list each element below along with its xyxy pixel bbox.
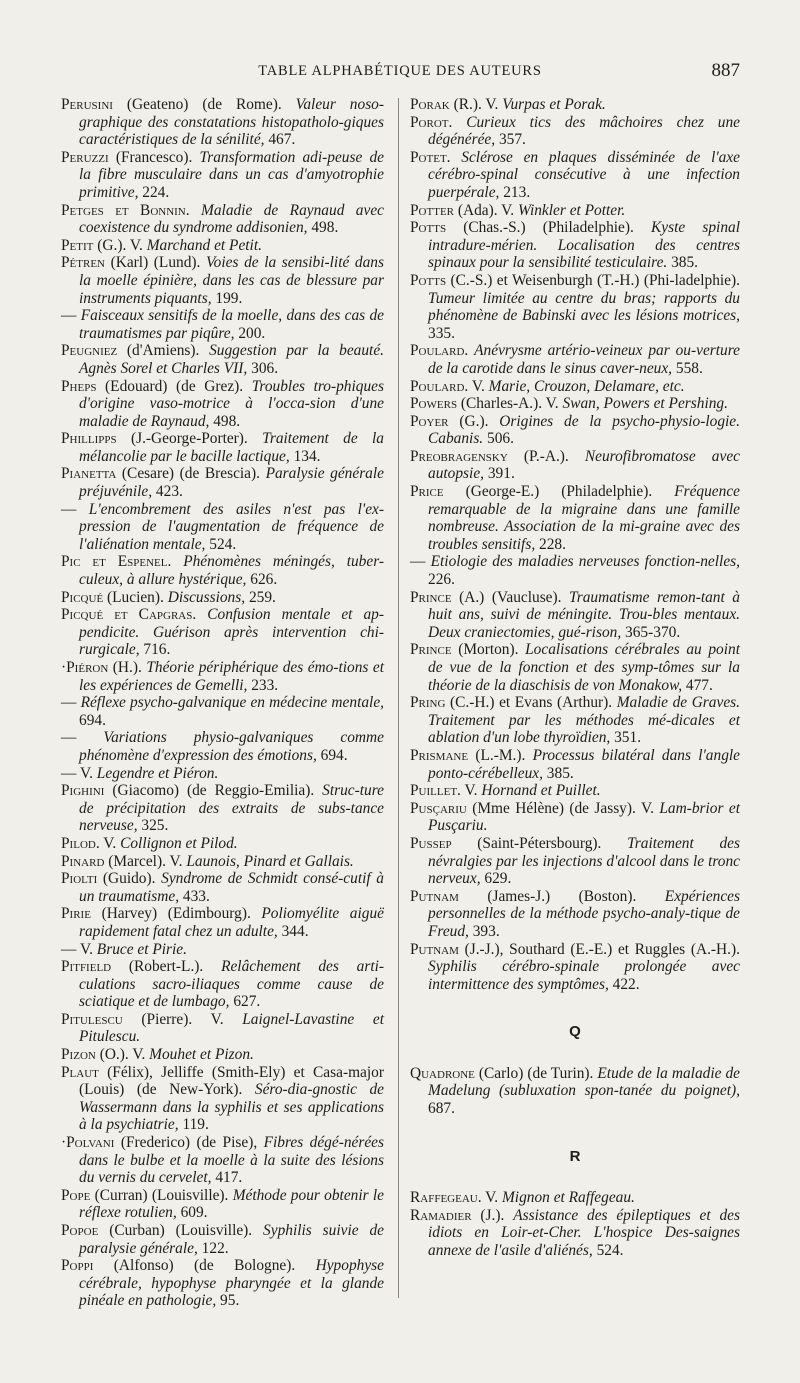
entry-author: Price (410, 483, 444, 501)
entry-details: (George-E.) (Philadelphie). (443, 483, 675, 501)
entry-details: — V. (61, 940, 97, 958)
entry-details: (Edouard) (de Grez). (96, 377, 252, 395)
entry-page-ref: 365-370. (621, 623, 681, 641)
page-number: 887 (711, 60, 740, 81)
index-entry (410, 747, 740, 782)
entry-author: Porot. (410, 113, 453, 131)
entry-author: Porak (410, 96, 450, 113)
entry-details: (G.). V. (93, 236, 147, 254)
entry-details: — (61, 729, 104, 747)
index-entry (61, 202, 384, 237)
entry-author: Pring (410, 694, 446, 712)
entry-page-ref: 477. (682, 676, 713, 694)
entry-details: — (61, 307, 81, 325)
entry-page-ref: 233. (247, 676, 279, 694)
entry-author: Pussep (410, 834, 452, 852)
entry-details: (C.-H.) et Evans (Arthur). (445, 694, 617, 712)
index-entry (410, 641, 740, 694)
entry-details (451, 149, 462, 166)
index-entry (61, 96, 384, 149)
entry-details: (Ada). V. (454, 201, 518, 219)
index-entry (410, 219, 740, 272)
entry-title: Collignon et Pilod. (120, 834, 238, 852)
entry-title: Phénomènes méningés, tuber-culeux, à allure hystérique, (79, 553, 384, 589)
entry-title: Fibres dégé-nérées dans le bulbe et la moelle à la suite des lésions du vernis du cervelet, (79, 1134, 384, 1187)
index-entry (410, 378, 740, 396)
entry-page-ref: 627. (229, 993, 261, 1011)
entry-details (171, 553, 183, 570)
entry-page-ref: 134. (289, 447, 321, 465)
entry-author: Perusini (61, 96, 113, 113)
entry-title: Swan, Powers et Pershing. (562, 395, 728, 413)
entry-details: V. (460, 782, 482, 800)
entry-title: Poliomyélite aiguë rapidement fatal chez un adulte, (79, 905, 384, 940)
index-entry (410, 96, 740, 114)
index-entry (61, 342, 384, 377)
section-letter-r: R (569, 1147, 581, 1165)
entry-page-ref: 228. (535, 535, 566, 553)
entry-author: Pusçariu (410, 799, 467, 817)
entry-details: (A.) (Vaucluse). (451, 588, 570, 606)
entry-author: Popoe (61, 1222, 99, 1239)
entry-title: L'encombrement des asiles n'est pas l'ex-pression de l'augmentation de fréquence de l'aliénation mentale, (79, 500, 384, 553)
index-entry (410, 888, 740, 941)
entry-title: Winkler et Potter. (517, 201, 626, 219)
index-entry (410, 800, 740, 835)
entry-title: Paralysie générale préjuvénile, (79, 465, 384, 501)
entry-details: (J.). (471, 1206, 514, 1224)
index-entry (410, 1065, 740, 1118)
entry-title: Suggestion par la beauté. Agnès Sorel et Charles VII, (79, 342, 385, 377)
section-letter-q: Q (569, 1023, 581, 1041)
entry-page-ref: 498. (209, 412, 241, 430)
entry-details: (Curran) (Louisville). (90, 1186, 233, 1204)
entry-details: (Guido). (97, 870, 162, 888)
entry-author: Prince (410, 588, 452, 606)
entry-page-ref: 626. (246, 571, 278, 589)
index-entry (61, 1134, 384, 1187)
entry-author: Poulard. (410, 377, 469, 395)
entry-author: Pope (61, 1186, 91, 1204)
index-entry (410, 1207, 740, 1260)
entry-page-ref: 200. (234, 324, 266, 342)
entry-details: (Chas.-S.) (Philadelphie). (446, 219, 652, 237)
entry-title: Laignel-Lavastine et Pitulescu. (79, 1010, 384, 1046)
entry-page-ref: 344. (277, 922, 309, 940)
index-entry (410, 202, 740, 220)
entry-title: Variations physio-galvaniques comme phénomène d'expression des émotions, (79, 729, 384, 764)
entry-page-ref: 417. (211, 1169, 243, 1187)
entry-details: (Alfonso) (de Bologne). (93, 1257, 316, 1275)
entry-author: Pianetta (61, 465, 117, 483)
entry-page-ref: 694. (79, 711, 106, 729)
entry-title: Marie, Crouzon, Delamare, etc. (488, 377, 685, 395)
entry-author: Peugniez (61, 342, 118, 360)
entry-author: Pilod. (61, 834, 100, 852)
entry-title: Traitement des névralgies par les injections d'alcool dans le tronc nerveux, (428, 834, 740, 888)
entry-page-ref: 467. (264, 131, 296, 149)
index-entry (61, 1222, 384, 1257)
index-entry (61, 553, 384, 588)
entry-title: Hornand et Puillet. (481, 782, 601, 800)
entry-title: Séro-dia-gnostic de Wassermann dans la syphilis et ses applications à la psychiatrie, (79, 1081, 385, 1134)
index-entry (61, 378, 384, 431)
entry-page-ref: 423. (152, 483, 183, 501)
entry-details: (C.-S.) et Weisenburgh (T.-H.) (Phi-ladelphie). (446, 271, 740, 289)
entry-author: Raffegeau. (410, 1189, 482, 1207)
entry-author: Prince (410, 641, 452, 659)
entry-page-ref: 433. (179, 887, 210, 905)
entry-page-ref: 385. (667, 254, 699, 272)
entry-details: — (61, 500, 89, 518)
index-entry (61, 941, 384, 959)
entry-page-ref: 694. (316, 746, 348, 764)
entry-details: (Carlo) (de Turin). (474, 1064, 598, 1082)
index-entry (61, 501, 384, 554)
entry-title: Hypophyse cérébrale, hypophyse pharyngée et la glande pinéale en pathologie, (79, 1257, 384, 1310)
entry-author: Plaut (61, 1063, 99, 1081)
entry-author: Potts (410, 219, 447, 237)
entry-author: Prismane (410, 746, 469, 764)
entry-details: (Harvey) (Edimbourg). (90, 905, 262, 923)
entry-title: Réflexe psycho-galvanique en médecine mentale, (80, 694, 384, 712)
entry-author: Poulard. (410, 342, 469, 360)
entry-author: Pirie (61, 905, 91, 923)
index-entry (410, 342, 740, 377)
entry-title: Transformation adi-peuse de la fibre musculaire dans un cas d'amyotrophie primitive, (79, 148, 384, 201)
entry-author: Poppi (61, 1257, 94, 1275)
entry-details: (R.). V. (449, 96, 503, 113)
index-entry (61, 237, 384, 255)
index-entry (61, 1187, 384, 1222)
entry-title: Etude de la maladie de Madelung (subluxation spon-tanée du poignet), (428, 1064, 740, 1100)
index-entry (61, 659, 384, 694)
entry-title: Méthode pour obtenir le réflexe rotulien, (79, 1186, 385, 1222)
entry-author: ·Piéron (61, 659, 109, 676)
index-entry (410, 941, 740, 994)
entry-details: (J.-J.), Southard (E.-E.) et Ruggles (A.-H.). (458, 940, 740, 958)
entry-title: Marchand et Petit. (146, 236, 262, 254)
entry-page-ref: 325. (137, 817, 169, 835)
entry-page-ref: 357. (495, 131, 526, 149)
entry-title: Traumatisme remon-tant à huit ans, suivi de méningite. Trou-bles mentaux. Deux craniectomies, gué-rison, (428, 588, 740, 641)
entry-details: (Karl) (Lund). (105, 254, 206, 272)
entry-author: Pitfield (61, 958, 112, 976)
entry-title: Expériences personnelles de la méthode psycho-analy-tique de Freud, (428, 887, 740, 940)
entry-details: (H.). (108, 659, 147, 676)
entry-details (190, 202, 201, 219)
entry-details: (Geateno) (de Rome). (112, 96, 296, 113)
entry-title: Anévrysme artério-veineux par ou-verture de la carotide dans le sinus caver-neux, (428, 342, 740, 377)
entry-page-ref: 385. (542, 764, 574, 782)
entry-details: (Frederico) (de Pise), (114, 1134, 264, 1152)
entry-page-ref: 199. (211, 289, 243, 307)
entry-title: Origines de la psycho-physio-logie. Cabanis. (428, 412, 740, 448)
entry-details: (Marcel). V. (104, 852, 187, 870)
entry-page-ref: 393. (468, 922, 500, 940)
index-entry (410, 114, 740, 149)
entry-title: Discussions, (167, 588, 246, 606)
entry-details: V. (99, 834, 121, 852)
entry-author: Powers (410, 395, 458, 413)
entry-details: V. (481, 1189, 502, 1207)
entry-author: Pheps (61, 377, 97, 395)
index-entry (61, 853, 384, 871)
entry-title: Tumeur limitée au centre du bras; rapports du phénomène de Babinski avec les lésions motrices, (428, 289, 740, 325)
index-entry (410, 1189, 740, 1207)
entry-details: — V. (61, 764, 97, 782)
entry-page-ref: 629. (480, 870, 512, 888)
entry-title: Curieux tics des mâchoires chez une dégénérée, (428, 113, 740, 149)
entry-author: Pizon (61, 1046, 96, 1064)
index-entry (410, 272, 740, 342)
entry-title: Struc-ture de précipitation des extraits de subs-tance nerveuse, (79, 782, 384, 835)
index-entry (61, 589, 384, 607)
entry-author: Pighini (61, 782, 105, 800)
entry-author: Putnam (410, 940, 459, 958)
entry-details: (James-J.) (Boston). (458, 887, 665, 905)
entry-author: Preobragensky (410, 447, 508, 465)
entry-details: (J.-George-Porter). (116, 430, 263, 448)
entry-title: Syphilis suivie de paralysie générale, (79, 1222, 384, 1257)
entry-page-ref: 506. (483, 430, 514, 448)
entry-page-ref: 716. (139, 641, 171, 659)
index-entry (410, 448, 740, 483)
index-entry (61, 835, 384, 853)
entry-page-ref: 306. (247, 359, 279, 377)
entry-title: Assistance des épileptiques et des idiots en Loir-et-Cher. L'hospice Des-saignes annexe de l'asile d'aliénés, (428, 1206, 740, 1260)
entry-details: (Francesco). (108, 148, 200, 166)
entry-author: Ramadier (410, 1206, 472, 1224)
index-entry (61, 1046, 384, 1064)
entry-details (452, 114, 466, 131)
entry-details: (d'Amiens). (117, 342, 210, 360)
entry-title: Maladie de Graves. Traitement par les méthodes mé-dicales et ablation d'un lobe thyroïdien, (428, 694, 740, 747)
entry-author: Potts (410, 271, 447, 289)
entry-author: Pitulescu (61, 1010, 123, 1028)
entry-page-ref: 95. (216, 1292, 240, 1310)
entry-author: Piolti (61, 870, 98, 888)
index-entry (61, 1064, 384, 1134)
entry-title: Localisations cérébrales au point de vue de la fonction et des symp-tômes sur la théorie de la diaschisis de von Monakow, (428, 641, 740, 694)
entry-page-ref: 122. (197, 1239, 229, 1257)
entry-details: (Saint-Pétersbourg). (451, 834, 628, 852)
index-entry (410, 395, 740, 413)
entry-author: Putnam (410, 887, 459, 905)
entry-page-ref: 226. (428, 571, 455, 589)
index-entry (61, 782, 384, 835)
entry-title: Processus bilatéral dans l'angle ponto-cérébelleux, (428, 746, 740, 782)
entry-page-ref: 609. (176, 1204, 208, 1222)
index-entry (61, 905, 384, 940)
entry-details: (L.-M.). (468, 746, 533, 764)
index-entry (61, 870, 384, 905)
index-entry (410, 553, 740, 588)
entry-page-ref: 422. (608, 975, 640, 993)
entry-title: Relâchement des arti-culations sacro-iliaques comme cause de sciatique et de lumbago, (79, 958, 384, 1011)
entry-title: Mignon et Raffegeau. (501, 1189, 635, 1207)
entry-details: (Félix), Jelliffe (Smith-Ely) et Casa-major (Louis) (de New-York). (79, 1063, 384, 1099)
index-entry (61, 307, 384, 342)
entry-author: Peruzzi (61, 148, 109, 166)
entry-page-ref: 558. (672, 359, 703, 377)
index-entry (410, 483, 740, 553)
entry-title: Troubles tro-phiques d'origine vaso-motrice à l'occa-sion d'une maladie de Raynaud, (79, 377, 384, 430)
entry-details: — (61, 694, 81, 712)
entry-page-ref: 213. (499, 183, 531, 201)
entry-author: ·Polvani (61, 1134, 115, 1152)
entry-author: Quadrone (410, 1064, 475, 1082)
entry-title: Confusion mentale et ap-pendicite. Guérison après intervention chi-rurgicale, (79, 606, 384, 659)
right-column (410, 96, 740, 1260)
entry-author: Pinard (61, 852, 105, 870)
entry-details: (G.). (448, 412, 500, 430)
entry-title: Lam-brior et Pusçariu. (428, 799, 740, 835)
entry-details: (Cesare) (de Brescia). (116, 465, 266, 483)
index-entry (410, 782, 740, 800)
entry-title: Valeur noso-graphique des constatations histopatholo-giques caractéristiques de la sénilité, (79, 96, 385, 149)
index-entry (61, 958, 384, 1011)
entry-title: Théorie périphérique des émo-tions et les expériences de Gemelli, (79, 659, 384, 694)
running-head (60, 60, 740, 84)
entry-title: Sclérose en plaques disséminée de l'axe cérébro-spinal consécutive à une infection puerpérale, (428, 148, 740, 201)
right-column-entries (410, 96, 740, 993)
entry-author: Picqué (61, 588, 104, 606)
index-entry (410, 694, 740, 747)
entry-author: Petit (61, 236, 94, 254)
entry-details (196, 606, 207, 623)
entry-details: — (410, 553, 431, 571)
entry-title: Fréquence remarquable de la migraine dans une famille nombreuse. Association de la mi-graine avec des troubles sensitifs, (428, 483, 740, 553)
column-divider (398, 98, 399, 1298)
entry-details: (Mme Hélène) (de Jassy). V. (466, 799, 660, 817)
index-entry (410, 835, 740, 888)
index-entry (410, 149, 740, 202)
entry-title: Legendre et Piéron. (96, 764, 219, 782)
entry-page-ref: 119. (178, 1116, 209, 1134)
entry-page-ref: 687. (428, 1100, 455, 1118)
entry-page-ref: 498. (307, 219, 339, 237)
entry-author: Puillet. (410, 782, 461, 800)
entry-page-ref: 524. (592, 1242, 624, 1260)
entry-author: Picqué et Capgras. (61, 606, 197, 624)
index-entry (410, 413, 740, 448)
entry-title: Maladie de Raynaud avec coexistence du syndrome addisonien, (79, 201, 384, 237)
entry-title: Etiologie des maladies nerveuses fonction-nelles, (430, 553, 740, 571)
entry-details: (Curban) (Louisville). (98, 1222, 264, 1239)
entry-details: (Pierre). V. (122, 1010, 243, 1028)
index-entry (61, 254, 384, 307)
index-entry (410, 589, 740, 642)
entry-details: (Robert-L.). (111, 958, 222, 976)
entry-page-ref: 259. (245, 588, 276, 606)
entry-title: Voies de la sensibi-lité dans la moelle épinière, dans les cas de blessure par instruments piquants, (79, 254, 384, 307)
entry-details: (Charles-A.). V. (457, 395, 563, 413)
entry-author: Pic et Espenel. (61, 553, 172, 571)
entry-author: Petges et Bonnin. (61, 201, 190, 219)
index-entry (61, 430, 384, 465)
entry-author: Potet. (410, 148, 451, 166)
index-entry (61, 606, 384, 659)
index-entry (61, 694, 384, 729)
entry-title: Kyste spinal intradure-mérien. Localisation des centres spinaux pour la sensibilité testiculaire. (428, 219, 741, 272)
entry-page-ref: 391. (484, 465, 515, 483)
entry-title: Launois, Pinard et Gallais. (186, 852, 354, 870)
entry-details: (P.-A.). (507, 447, 585, 465)
entry-details: V. (468, 377, 489, 395)
index-entry (61, 1011, 384, 1046)
entry-details: (O.). V. (95, 1046, 150, 1064)
entry-author: Poyer (410, 412, 449, 430)
index-entry (61, 729, 384, 764)
entry-title: Bruce et Pirie. (96, 940, 187, 958)
index-entry (61, 1257, 384, 1310)
entry-title: Faisceaux sensitifs de la moelle, dans des cas de traumatismes par piqûre, (79, 307, 384, 342)
entry-author: Potter (410, 201, 454, 219)
index-entry (61, 465, 384, 500)
left-column (61, 96, 384, 1310)
entry-page-ref: 335. (428, 324, 455, 342)
section-r-entries (410, 1189, 740, 1259)
entry-page-ref: 524. (205, 535, 237, 553)
entry-title: Mouhet et Pizon. (149, 1046, 254, 1064)
index-entry (61, 765, 384, 783)
entry-details: (Giacomo) (de Reggio-Emilia). (104, 782, 323, 800)
entry-author: Pétren (61, 254, 105, 272)
entry-title: Syphilis cérébro-spinale prolongée avec intermittence des symptômes, (428, 958, 740, 993)
entry-title: Vurpas et Porak. (502, 96, 606, 113)
entry-author: Phillipps (61, 430, 117, 448)
index-entry (61, 149, 384, 202)
entry-details: (Lucien). (103, 588, 168, 606)
entry-details: (Morton). (451, 641, 526, 659)
section-q-entries (410, 1065, 740, 1118)
entry-page-ref: 224. (138, 183, 170, 201)
entry-title: Neurofibromatose avec autopsie, (428, 447, 740, 483)
entry-title: Syndrome de Schmidt consé-cutif à un traumatisme, (79, 870, 384, 905)
running-title: TABLE ALPHABÉTIQUE DES AUTEURS (258, 63, 542, 79)
entry-title: Traitement de la mélancolie par le bacille lactique, (79, 430, 384, 465)
entry-page-ref: 351. (610, 729, 642, 747)
